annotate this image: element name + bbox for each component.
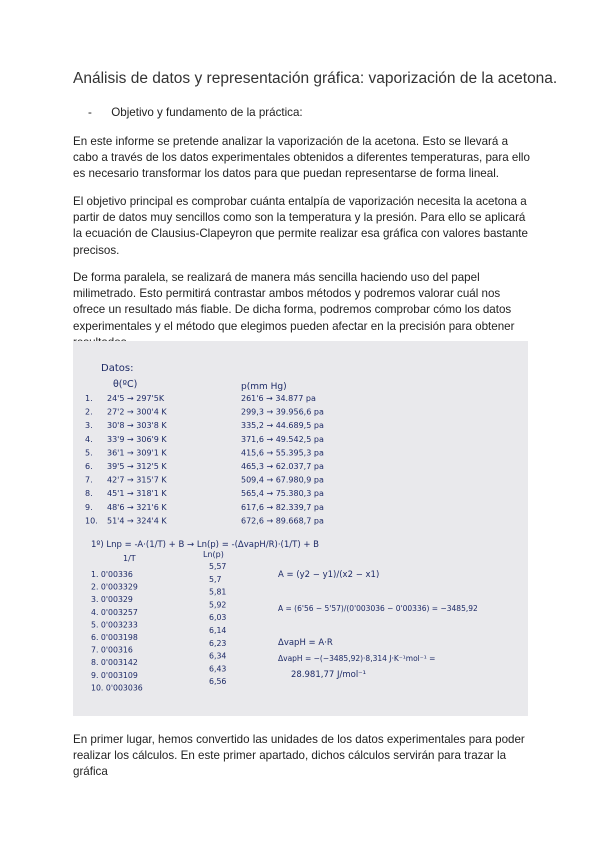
section-heading xyxy=(88,106,303,119)
notes-lnp-value: 6,23 xyxy=(209,638,227,648)
notes-row-pressure: 371,6 → 49.542,5 pa xyxy=(241,434,324,444)
notes-lnp-value: 6,03 xyxy=(209,613,227,623)
notes-row-pressure: 672,6 → 89.668,7 pa xyxy=(241,516,324,526)
notes-heading: Datos: xyxy=(101,363,134,374)
notes-row-pressure: 261'6 → 34.877 pa xyxy=(241,394,316,403)
notes-lnp-value: 5,81 xyxy=(209,587,227,597)
notes-inv-t-value: 4. 0'003257 xyxy=(91,607,138,617)
notes-row-pressure: 465,3 → 62.037,7 pa xyxy=(241,462,324,471)
notes-row-temperature: 48'6 → 321'6 K xyxy=(107,502,167,512)
notes-inv-t-value: 10. 0'003036 xyxy=(91,683,143,693)
notes-row-pressure: 617,6 → 82.339,7 pa xyxy=(241,502,324,512)
notes-inv-t-header: 1/T xyxy=(123,554,136,563)
notes-row-temperature: 27'2 → 300'4 K xyxy=(107,407,167,417)
notes-row-temperature: 30'8 → 303'8 K xyxy=(107,421,167,431)
section-heading-text: Objetivo y fundamento de la práctica: xyxy=(111,106,303,119)
notes-inv-t-value: 8. 0'003142 xyxy=(91,658,138,668)
notes-lnp-value: 6,43 xyxy=(209,664,227,674)
paragraph-objective: El objetivo principal es comprobar cuánta entalpía de vaporización necesita la acetona a partir de datos muy sencillos como son la temperatura y la presión. Para ello se aplicará la ecuación de Clausius-Clapeyron que permite realizar esa gráfica con valores bastante precisos. xyxy=(73,195,528,257)
notes-row-temperature: 42'7 → 315'7 K xyxy=(107,475,167,485)
notes-enthalpy-formula: ΔvapH = A·R xyxy=(278,638,333,648)
notes-row-pressure: 509,4 → 67.980,9 pa xyxy=(241,475,324,485)
paragraph-intro: En este informe se pretende analizar la vaporización de la acetona. Esto se llevará a cabo a través de los datos experimentales obtenidos a diferentes temperaturas, para ello es necesario transformar los datos para que puedan representarse de forma lineal. xyxy=(73,135,530,181)
paragraph-method: De forma paralela, se realizará de manera más sencilla haciendo uso del papel milimetrado. Esto permitirá contrastar ambos métodos y podremos valorar cuál nos ofrece un resultado más fiable. De dicha forma, podremos comprobar cómo los datos experimentales y el método que elegimos pueden afectar en la precisión para obtener xyxy=(73,271,515,333)
notes-row-number: 4. xyxy=(85,434,93,444)
notes-inv-t-value: 3. 0'00329 xyxy=(91,595,133,605)
notes-inv-t-value: 1. 0'00336 xyxy=(91,570,133,579)
notes-row-pressure: 415,6 → 55.395,3 pa xyxy=(241,448,324,458)
notes-row-number: 3. xyxy=(85,421,93,431)
notes-inv-t-value: 6. 0'003198 xyxy=(91,633,138,642)
notes-lnp-value: 6,34 xyxy=(209,651,227,661)
notes-lnp-header: Ln(p) xyxy=(203,550,224,559)
notes-inv-t-value: 7. 0'00316 xyxy=(91,645,133,655)
notes-row-number: 5. xyxy=(85,448,93,458)
notes-row-temperature: 24'5 → 297'5K xyxy=(107,394,165,403)
notes-slope-calc: A = (6'56 − 5'57)/(0'003036 − 0'00336) = −3485,92 xyxy=(278,604,478,613)
notes-lnp-value: 6,56 xyxy=(209,677,227,687)
notes-row-number: 10. xyxy=(85,516,98,526)
notes-slope-formula: A = (y2 − y1)/(x2 − x1) xyxy=(278,570,380,580)
notes-row-number: 2. xyxy=(85,407,93,417)
notes-row-temperature: 51'4 → 324'4 K xyxy=(107,516,167,526)
handwritten-notes-photo xyxy=(73,341,528,716)
notes-lnp-value: 6,14 xyxy=(209,626,227,635)
notes-inv-t-value: 9. 0'003109 xyxy=(91,670,138,680)
notes-row-number: 7. xyxy=(85,475,93,485)
notes-lnp-value: 5,57 xyxy=(209,562,227,571)
notes-row-pressure: 565,4 → 75.380,3 pa xyxy=(241,489,324,499)
paragraph-calculations: En primer lugar, hemos convertido las unidades de los datos experimentales para poder realizar los cálculos. En este primer apartado, dichos cálculos servirán para trazar la gráfica xyxy=(73,733,525,779)
notes-row-temperature: 33'9 → 306'9 K xyxy=(107,434,167,444)
notes-enthalpy-calc: ΔvapH = −(−3485,92)·8,314 J·K⁻¹mol⁻¹ = xyxy=(278,654,436,663)
notes-row-pressure: 335,2 → 44.689,5 pa xyxy=(241,421,324,431)
notes-row-number: 6. xyxy=(85,462,93,471)
bullet-dash: - xyxy=(88,106,92,119)
notes-inv-t-value: 5. 0'003233 xyxy=(91,620,138,630)
notes-row-pressure: 299,3 → 39.956,6 pa xyxy=(241,407,324,417)
notes-row-temperature: 45'1 → 318'1 K xyxy=(107,489,167,499)
notes-enthalpy-result: 28.981,77 J/mol⁻¹ xyxy=(291,670,367,680)
notes-row-temperature: 39'5 → 312'5 K xyxy=(107,462,167,471)
notes-row-number: 9. xyxy=(85,502,93,512)
notes-row-number: 8. xyxy=(85,489,93,499)
notes-inv-t-value: 2. 0'003329 xyxy=(91,582,138,592)
page-title: Análisis de datos y representación gráfica: vaporización de la acetona. xyxy=(73,70,558,87)
notes-row-number: 1. xyxy=(85,394,93,403)
notes-temp-header: θ(ºC) xyxy=(113,379,138,390)
notes-lnp-value: 5,7 xyxy=(209,574,222,584)
notes-equation: 1º) Lnp = -A·(1/T) + B → Ln(p) = -(ΔvapH/R)·(1/T) + B xyxy=(91,540,319,550)
notes-pressure-header: p(mm Hg) xyxy=(241,382,287,392)
notes-row-temperature: 36'1 → 309'1 K xyxy=(107,448,167,458)
notes-lnp-value: 5,92 xyxy=(209,600,227,610)
